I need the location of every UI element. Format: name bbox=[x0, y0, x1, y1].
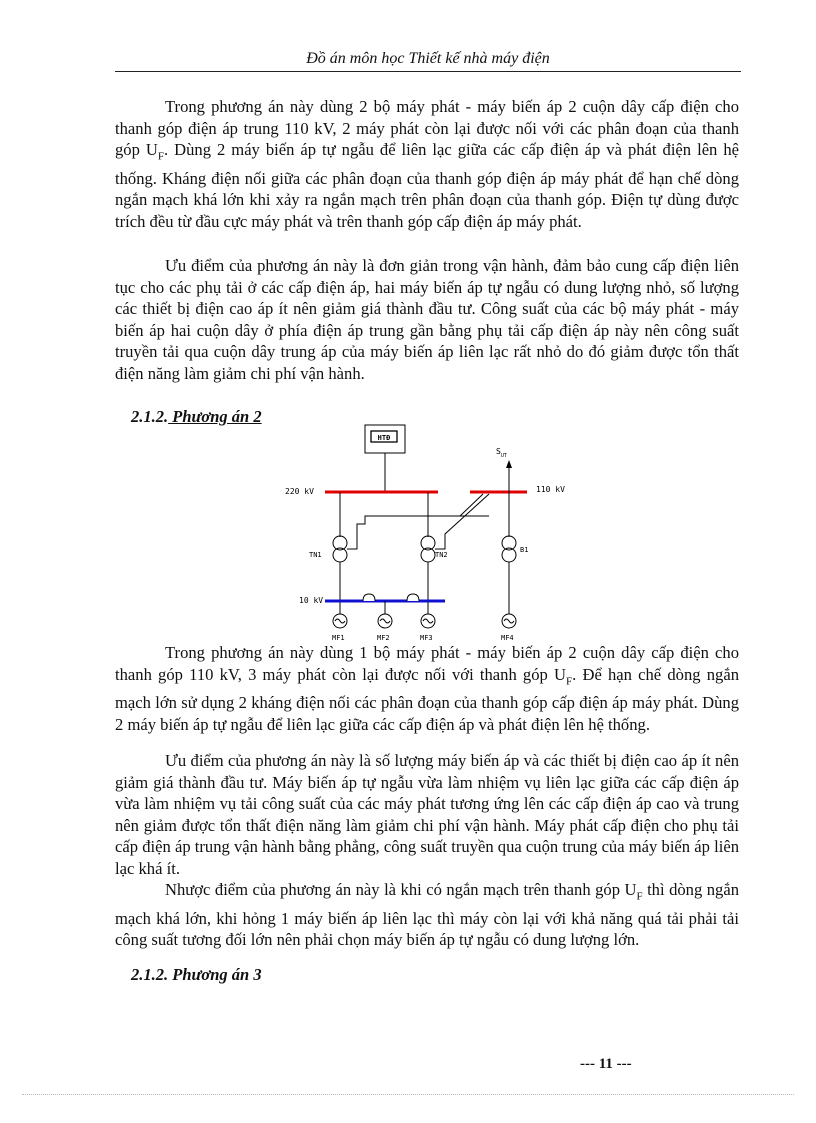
tn1-label: TN1 bbox=[309, 551, 322, 559]
p1-subscript: F bbox=[157, 150, 164, 163]
p1-tail: . Dùng 2 máy biến áp tự ngẫu để liên lạc giữa các cấp điện áp và phát điện lên hệ thống. Kháng điện nối giữa các phân đoạn của thanh góp điện áp máy phát để hạn chế dòng ngắn mạch khá lớn khi xảy ra ngắn mạch trên phân đoạn của thanh góp. Điện tự dùng được trích đều từ đầu cực máy phát và trên thanh góp cấp điện áp máy phát. bbox=[115, 140, 740, 231]
paragraph-option2-disadvantages bbox=[115, 879, 739, 951]
tn2-label: TN2 bbox=[435, 551, 448, 559]
header-divider bbox=[115, 71, 741, 72]
load-label-sub: UT bbox=[500, 453, 507, 459]
p1-text: Trong phương án này dùng 2 bộ máy phát - máy biến áp 2 cuộn dây cấp điện cho thanh góp điện áp trung 110 kV, 2 máy phát còn lại được nối với các phân đoạn của thanh góp U bbox=[115, 97, 739, 159]
paragraph-option1-description bbox=[115, 96, 739, 232]
b1-label: B1 bbox=[520, 546, 529, 554]
page-number: --- 11 --- bbox=[580, 1056, 632, 1072]
load-label: $S_{UT}$ bbox=[496, 447, 507, 459]
p5-tail: thì dòng ngắn mạch khá lớn, khi hỏng 1 máy biến áp liên lạc thì máy còn lại với khả năng quá tải phải tải công suất tương đối lớn nên phải chọn máy biến áp tự ngẫu có dung lượng lớn. bbox=[115, 880, 739, 950]
mf3-sine bbox=[423, 619, 433, 623]
bus-10kv-label: 10 kV bbox=[299, 596, 324, 605]
mf1-label: MF1 bbox=[332, 634, 345, 642]
heading-option-2-text: Phương án 2 bbox=[168, 407, 262, 426]
p3-text: Trong phương án này dùng 1 bộ máy phát - máy biến áp 2 cuộn dây cấp điện cho thanh góp 110 kV, 3 máy phát còn lại được nối với thanh góp U bbox=[115, 643, 739, 684]
system-label: HTĐ bbox=[377, 434, 391, 442]
p3-tail: . Để hạn chế dòng ngắn mạch lớn sử dụng 2 kháng điện nối các phân đoạn của thanh góp cấp điện áp máy phát. Dùng 2 máy biến áp tự ngẫu để liên lạc giữa các cấp điện áp và phát điện lên hệ thống. bbox=[115, 664, 739, 734]
footer-dotted-divider bbox=[22, 1094, 794, 1095]
bus-110kv-label: 110 kV bbox=[536, 485, 565, 494]
bus-220kv-label: 220 kV bbox=[285, 487, 314, 496]
p3-subscript: F bbox=[566, 674, 573, 687]
reactor-2 bbox=[407, 594, 419, 601]
tn2-mv-line bbox=[435, 494, 489, 549]
page-header-title: Đồ án môn học Thiết kế nhà máy điện bbox=[306, 50, 550, 67]
mf3-label: MF3 bbox=[420, 634, 433, 642]
heading-option-3: 2.1.2. Phương án 3 bbox=[131, 965, 262, 984]
reactor-1 bbox=[363, 594, 375, 601]
heading-option-2 bbox=[131, 407, 262, 427]
mf1-sine bbox=[335, 619, 345, 623]
load-arrow-head bbox=[506, 460, 512, 468]
p5-text: Nhược điểm của phương án này là khi có ngắn mạch trên thanh góp U bbox=[165, 880, 637, 899]
mf2-label: MF2 bbox=[377, 634, 390, 642]
tn1-mv-line bbox=[347, 516, 489, 549]
single-line-diagram-option-2 bbox=[285, 424, 585, 646]
tn1-to-110kv-diagonal bbox=[460, 494, 483, 516]
paragraph-option2-advantages: Ưu điểm của phương án này là số lượng máy biến áp và các thiết bị điện cao áp ít nên giảm giá thành đầu tư. Máy biến áp tự ngẫu vừa làm nhiệm vụ liên lạc giữa các cấp điện áp vừa làm nhiệm vụ tải công suất của các máy phát tương ứng lên các cấp điện áp cao và trung nên giảm được tổn thất điện năng làm giảm chi phí vận hành. Máy phát cấp điện cho phụ tải cấp điện áp trung vận hành bằng phẳng, công suất truyền qua cuộn trung của máy biến áp liên lạc khá ít. bbox=[115, 751, 739, 878]
heading-option-2-number: 2.1.2. bbox=[131, 407, 169, 426]
mf4-sine bbox=[504, 619, 514, 623]
paragraph-option1-advantages: Ưu điểm của phương án này là đơn giản trong vận hành, đảm bảo cung cấp điện liên tục cho các phụ tải ở các cấp điện áp, hai máy biến áp tự ngẫu có dung lượng nhỏ, số lượng các thiết bị điện cao áp ít nên giảm giá thành đầu tư. Công suất của các bộ máy phát - máy biến áp hai cuộn dây ở phía điện áp trung gần bằng phụ tải cấp điện áp này nên công suất truyền tải qua cuộn dây trung áp của máy biến áp liên lạc rất nhỏ do đó giảm được tổn thất điện năng làm giảm chi phí vận hành. bbox=[115, 256, 739, 383]
p5-subscript: F bbox=[636, 890, 643, 903]
mf2-sine bbox=[380, 619, 390, 623]
mf4-label: MF4 bbox=[501, 634, 514, 642]
paragraph-option2-description bbox=[115, 642, 739, 735]
